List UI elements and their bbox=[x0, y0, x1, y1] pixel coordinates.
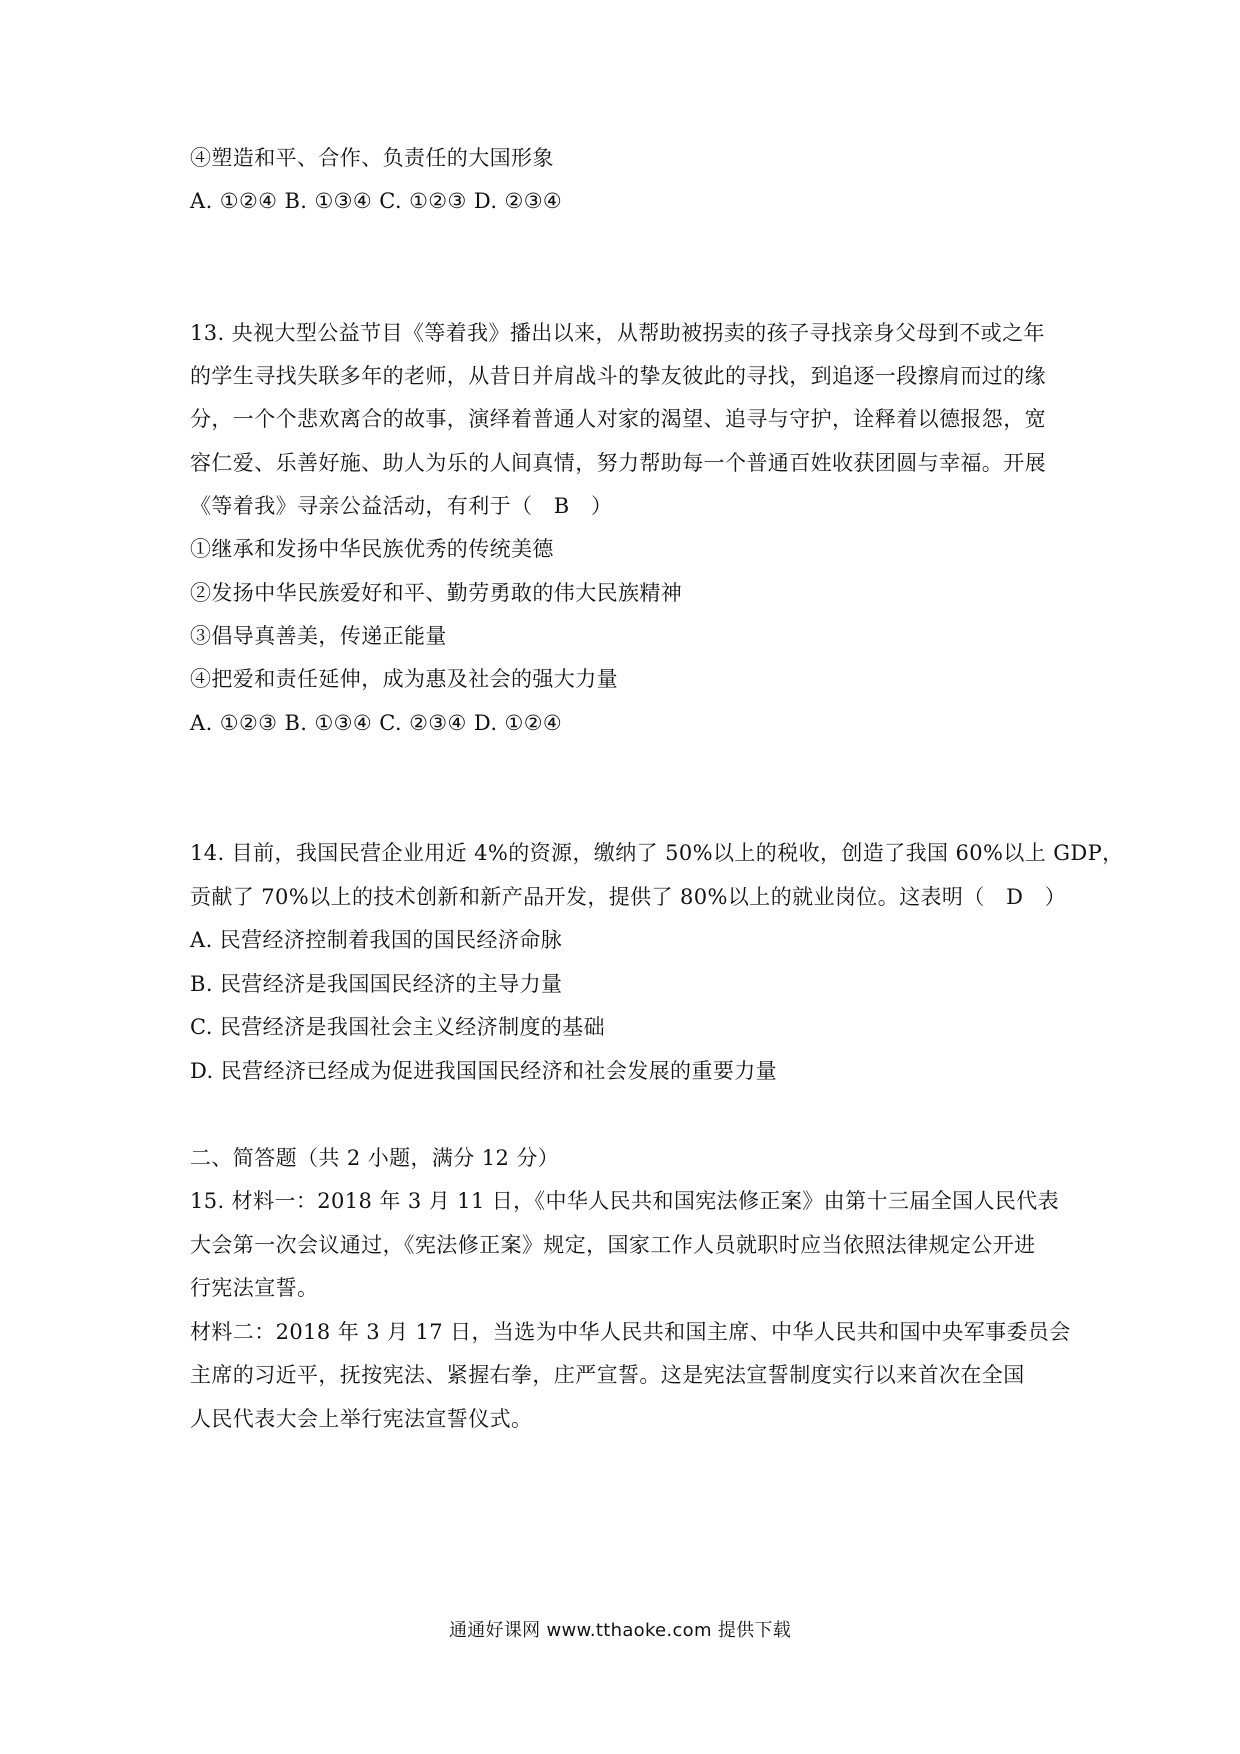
q13-stem-line-1: 13. 央视大型公益节目《等着我》播出以来，从帮助被拐卖的孩子寻找亲身父母到不或之年 bbox=[190, 321, 1045, 345]
q13-stem-line-5: 《等着我》寻亲公益活动，有利于（ B ） bbox=[190, 494, 613, 518]
q14-option-d: D. 民营经济已经成为促进我国国民经济和社会发展的重要力量 bbox=[190, 1059, 778, 1083]
q13-choices: A. ①②③ B. ①③④ C. ②③④ D. ①②④ bbox=[190, 711, 563, 735]
q15-material-1-line-3: 行宪法宣誓。 bbox=[190, 1276, 319, 1300]
q14-stem-line-1: 14. 目前，我国民营企业用近 4%的资源，缴纳了 50%以上的税收，创造了我国 60%以上 GDP， bbox=[190, 841, 1124, 865]
q15-material-1-line-1: 15. 材料一：2018 年 3 月 11 日，《中华人民共和国宪法修正案》由第十三届全国人民代表 bbox=[190, 1189, 1060, 1213]
q13-stem-line-3: 分，一个个悲欢离合的故事，演绎着普通人对家的渴望、追寻与守护，诠释着以德报怨，宽 bbox=[190, 407, 1046, 431]
q15-material-1-line-2: 大会第一次会议通过，《宪法修正案》规定，国家工作人员就职时应当依照法律规定公开进 bbox=[190, 1233, 1036, 1257]
section-2-heading: 二、简答题（共 2 小题，满分 12 分） bbox=[190, 1146, 560, 1170]
q12-choices: A. ①②④ B. ①③④ C. ①②③ D. ②③④ bbox=[190, 189, 563, 213]
q15-material-2-line-2: 主席的习近平，抚按宪法、紧握右拳，庄严宣誓。这是宪法宣誓制度实行以来首次在全国 bbox=[190, 1363, 1025, 1387]
q14-option-b: B. 民营经济是我国国民经济的主导力量 bbox=[190, 972, 563, 996]
q13-stem-line-4: 容仁爱、乐善好施、助人为乐的人间真情，努力帮助每一个普通百姓收获团圆与幸福。开展 bbox=[190, 451, 1046, 475]
q15-material-2-line-3: 人民代表大会上举行宪法宣誓仪式。 bbox=[190, 1407, 533, 1431]
q15-material-2-line-1: 材料二：2018 年 3 月 17 日，当选为中华人民共和国主席、中华人民共和国中央军事委员会 bbox=[190, 1320, 1071, 1344]
q13-option-1: ①继承和发扬中华民族优秀的传统美德 bbox=[190, 537, 554, 561]
q14-option-a: A. 民营经济控制着我国的国民经济命脉 bbox=[190, 928, 563, 952]
q13-option-2: ②发扬中华民族爱好和平、勤劳勇敢的伟大民族精神 bbox=[190, 581, 683, 605]
q13-option-4: ④把爱和责任延伸，成为惠及社会的强大力量 bbox=[190, 667, 618, 691]
q12-option-4: ④塑造和平、合作、负责任的大国形象 bbox=[190, 146, 554, 170]
q13-option-3: ③倡导真善美，传递正能量 bbox=[190, 624, 447, 648]
page-footer: 通通好课网 www.tthaoke.com 提供下载 bbox=[448, 1620, 792, 1641]
q14-option-c: C. 民营经济是我国社会主义经济制度的基础 bbox=[190, 1015, 606, 1039]
q14-stem-line-2: 贡献了 70%以上的技术创新和新产品开发，提供了 80%以上的就业岗位。这表明（ D ） bbox=[190, 885, 1067, 909]
q13-stem-line-2: 的学生寻找失联多年的老师，从昔日并肩战斗的挚友彼此的寻找，到追逐一段擦肩而过的缘 bbox=[190, 364, 1046, 388]
